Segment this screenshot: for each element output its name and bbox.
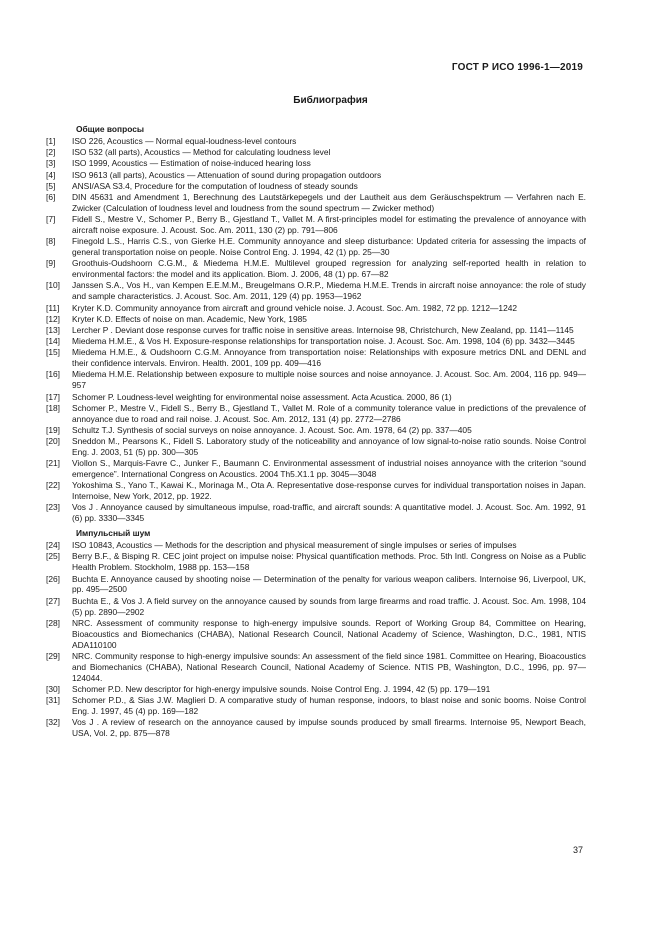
reference-text: Miedema H.M.E., & Oudshoorn C.G.M. Annoyance from transportation noise: Relationships with exposure metrics DNL and DENL and their confidence intervals. Environ. Health. 2001, 109 pp. 409—416 <box>72 347 586 369</box>
reference-entry <box>46 336 586 347</box>
reference-text: Kryter K.D. Community annoyance from aircraft and ground vehicle noise. J. Acoust. Soc. Am. 1982, 72 pp. 1212—1242 <box>72 302 518 313</box>
reference-text: Miedema H.M.E., & Vos H. Exposure-response relationships for transportation noise. J. Acoust. Soc. Am. 1998, 104 (6) pp. 3432—3445 <box>72 336 575 347</box>
reference-text: Schomer P.D. New descriptor for high-energy impulsive sounds. Noise Control Eng. J. 1994, 42 (5) pp. 179—191 <box>72 683 491 694</box>
reference-list-impulse <box>46 540 586 739</box>
reference-entry <box>46 325 586 336</box>
bibliography <box>46 124 586 739</box>
reference-number: [19] <box>46 424 60 435</box>
reference-number: [4] <box>46 169 56 180</box>
reference-number: [3] <box>46 158 56 169</box>
reference-text: Buchta E., & Vos J. A field survey on the annoyance caused by sounds from large firearms and road traffic. J. Acoust. Soc. Am. 1998, 104 (5) pp. 2890—2902 <box>72 595 586 617</box>
reference-text: ISO 10843, Acoustics — Methods for the description and physical measurement of single impulses or series of impulses <box>72 540 517 551</box>
reference-entry <box>46 403 586 425</box>
reference-entry <box>46 651 586 684</box>
reference-number: [10] <box>46 280 60 291</box>
reference-entry <box>46 436 586 458</box>
reference-entry <box>46 425 586 436</box>
reference-entry <box>46 369 586 391</box>
reference-entry <box>46 158 586 169</box>
reference-text: Viollon S., Marquis-Favre C., Junker F., Baumann C. Environmental assessment of industrial noises annoyance with the criterion “sound emergence”. International Congress on Acoustics. 2004 Th5.X1.1 pp. 3045—3048 <box>72 458 586 480</box>
reference-text: ISO 532 (all parts), Acoustics — Method for calculating loudness level <box>72 147 331 158</box>
section-heading-impulse: Импульсный шум <box>76 528 151 539</box>
reference-entry <box>46 684 586 695</box>
reference-entry <box>46 540 586 551</box>
reference-entry <box>46 458 586 480</box>
reference-text: Finegold L.S., Harris C.S., von Gierke H.E. Community annoyance and sleep disturbance: Updated criteria for assessing the impacts of general transportation noise on people. Noise Control Eng. J. 1994, 42 (1) pp. 25—30 <box>72 236 586 258</box>
reference-number: [28] <box>46 617 60 628</box>
reference-entry <box>46 618 586 651</box>
reference-number: [26] <box>46 573 60 584</box>
reference-number: [12] <box>46 313 60 324</box>
reference-number: [17] <box>46 391 60 402</box>
reference-number: [16] <box>46 369 60 380</box>
page-title: Библиография <box>293 95 368 106</box>
reference-number: [20] <box>46 436 60 447</box>
reference-entry <box>46 480 586 502</box>
reference-number: [6] <box>46 192 56 203</box>
reference-text: ANSI/ASA S3.4, Procedure for the computation of loudness of steady sounds <box>72 180 358 191</box>
reference-number: [32] <box>46 717 60 728</box>
reference-text: Miedema H.M.E. Relationship between exposure to multiple noise sources and noise annoyance. J. Acoust. Soc. Am. 2004, 116 pp. 949—957 <box>72 369 586 391</box>
document-header: ГОСТ Р ИСО 1996-1—2019 <box>451 62 583 73</box>
reference-text: Schomer P.D., & Sias J.W. Maglieri D. A comparative study of human response, indoors, to blast noise and sonic booms. Noise Control Eng. J. 1997, 45 (4) pp. 169—182 <box>72 695 586 716</box>
reference-entry <box>46 695 586 717</box>
reference-text: ISO 226, Acoustics — Normal equal-loudness-level contours <box>72 136 297 146</box>
reference-entry <box>46 392 586 403</box>
reference-text: Schomer P., Mestre V., Fidell S., Berry B., Gjestland T., Vallet M. Role of a community tolerance value in predictions of the prevalence of annoyance due to road and rail noise. J. Acoust. Soc. Am. 2012, 131 (4) pp. 2772—2786 <box>72 402 586 424</box>
reference-text: Fidell S., Mestre V., Schomer P., Berry B., Gjestland T., Vallet M. A first-principles model for estimating the prevalence of annoyance with aircraft noise exposure. J. Acoust. Soc. Am. 2011, 130 (2) pp. 791—806 <box>72 214 586 236</box>
reference-text: Sneddon M., Pearsons K., Fidell S. Laboratory study of the noticeability and annoyance of low signal-to-noise ratio sounds. Noise Control Eng. J. 2003, 51 (5) pp. 300—305 <box>72 436 586 458</box>
reference-entry <box>46 136 586 147</box>
reference-number: [31] <box>46 695 60 706</box>
reference-text: NRC. Community response to high-energy impulsive sounds: An assessment of the field since 1981. Committee on Hearing, Bioacoustics and Biomechanics (CHABA), National Research Council, National Academy of Science. NTIS PB, Washington, D.C., 1996, pp. 97—124044. <box>72 650 586 683</box>
reference-entry <box>46 236 586 258</box>
reference-entry <box>46 303 586 314</box>
reference-number: [25] <box>46 551 60 562</box>
reference-entry <box>46 258 586 280</box>
reference-number: [22] <box>46 480 60 491</box>
reference-text: Buchta E. Annoyance caused by shooting noise — Determination of the penalty for various weapon calibers. Internoise 96, Liverpool, UK, pp. 495—2500 <box>72 573 586 595</box>
reference-number: [13] <box>46 324 60 335</box>
reference-text: Schomer P. Loudness-level weighting for environmental noise assessment. Acta Acustica. 2000, 86 (1) <box>72 391 452 402</box>
section-heading-general: Общие вопросы <box>76 124 145 134</box>
reference-entry <box>46 170 586 181</box>
reference-text: Vos J . A review of research on the annoyance caused by impulse sounds produced by small firearms. Internoise 95, Newport Beach, USA, Vol. 2, pp. 875—878 <box>72 717 586 739</box>
reference-entry <box>46 280 586 302</box>
reference-text: Berry B.F., & Bisping R. CEC joint project on impulse noise: Physical quantification methods. Proc. 5th Intl. Congress on Noise as a Public Health Problem. Stockholm, 1988 pp. 153—158 <box>72 551 586 573</box>
reference-number: [29] <box>46 650 60 661</box>
reference-number: [8] <box>46 236 56 247</box>
reference-number: [11] <box>46 302 60 313</box>
reference-entry <box>46 574 586 596</box>
reference-text: ISO 1999, Acoustics — Estimation of noise-induced hearing loss <box>72 158 311 169</box>
reference-entry <box>46 347 586 369</box>
reference-text: Schultz T.J. Synthesis of social surveys on noise annoyance. J. Acoust. Soc. Am. 1978, 64 (2) pp. 337—405 <box>72 424 472 435</box>
reference-text: Lercher P . Deviant dose response curves for traffic noise in sensitive areas. Internoise 98, Christchurch, New Zealand, pp. 1141—1145 <box>72 324 574 335</box>
reference-number: [23] <box>46 502 60 513</box>
reference-entry <box>46 314 586 325</box>
reference-number: [7] <box>46 214 56 225</box>
reference-entry <box>46 147 586 158</box>
reference-entry <box>46 551 586 573</box>
reference-number: [18] <box>46 402 60 413</box>
reference-text: Groothuis-Oudshoorn C.G.M., & Miedema H.M.E. Multilevel grouped regression for analyzing self-reported health in relation to environmental factors: the model and its application. Biom. J. 2006, 48 (1) pp. 67—82 <box>72 258 586 280</box>
reference-number: [14] <box>46 336 60 347</box>
reference-text: NRC. Assessment of community response to high-energy impulsive sounds. Report of Working Group 84, Committee on Hearing, Bioacoustics and Biomechanics (CHABA), National Research Council, National Academy of Science, Washington, D.C., 1981, NTIS ADA110100 <box>72 617 586 650</box>
reference-number: [24] <box>46 540 60 551</box>
reference-number: [27] <box>46 595 60 606</box>
reference-text: Vos J . Annoyance caused by simultaneous impulse, road-traffic, and aircraft sounds: A quantitative model. J. Acoust. Soc. Am. 1992, 91 (6) pp. 3330—3345 <box>72 502 586 524</box>
reference-number: [21] <box>46 458 60 469</box>
reference-entry <box>46 214 586 236</box>
reference-number: [5] <box>46 180 56 191</box>
reference-entry <box>46 717 586 739</box>
page-number: 37 <box>572 845 583 855</box>
reference-text: Janssen S.A., Vos H., van Kempen E.E.M.M., Breugelmans O.R.P., Miedema H.M.E. Trends in aircraft noise annoyance: the role of study and sample characteristics. J. Acoust. Soc. Am. 2011, 129 (4) pp. 1953—1962 <box>72 280 586 302</box>
reference-entry <box>46 502 586 524</box>
reference-entry <box>46 192 586 214</box>
reference-number: [15] <box>46 347 60 358</box>
reference-text: Yokoshima S., Yano T., Kawai K., Morinaga M., Ota A. Representative dose-response curves for individual transportation noises in Japan. Internoise, New York, 2012, pp. 1922. <box>72 480 586 502</box>
reference-number: [2] <box>46 147 56 158</box>
reference-list-general <box>46 136 586 524</box>
reference-number: [1] <box>46 136 56 146</box>
reference-number: [9] <box>46 258 56 269</box>
reference-text: Kryter K.D. Effects of noise on man. Academic, New York, 1985 <box>72 313 307 324</box>
reference-entry <box>46 596 586 618</box>
reference-text: ISO 9613 (all parts), Acoustics — Attenuation of sound during propagation outdoors <box>72 169 382 180</box>
reference-text: DIN 45631 and Amendment 1, Berechnung des Lautstärkepegels und der Lautheit aus dem Geräuschspektrum — Verfahren nach E. Zwicker (Calculation of loudness level and loudness from the sound spectrum — Zwicker method) <box>72 192 586 213</box>
reference-number: [30] <box>46 683 60 694</box>
reference-entry <box>46 181 586 192</box>
